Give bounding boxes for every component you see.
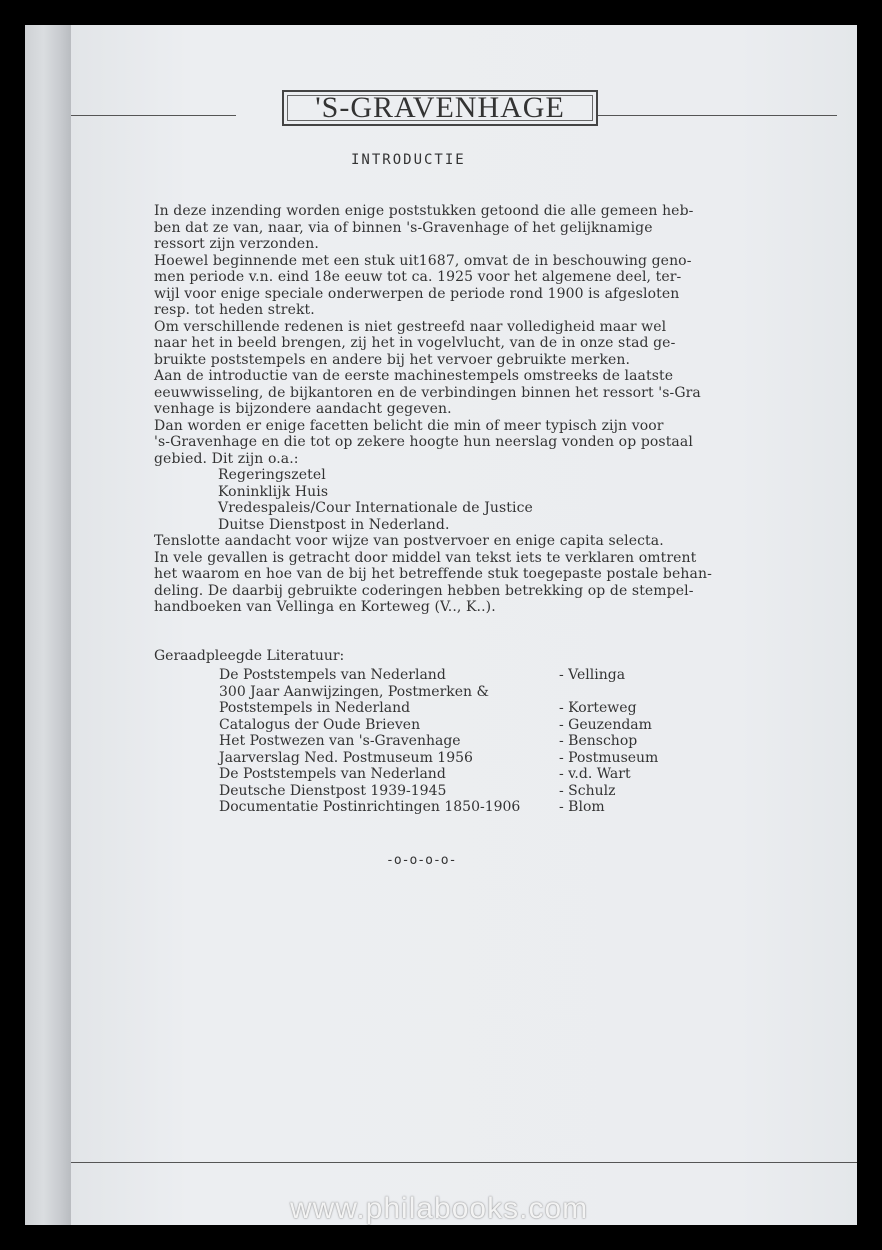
body-line: Dan worden er enige facetten belicht die min of meer typisch zijn voor bbox=[154, 417, 664, 434]
closing-line: Tenslotte aandacht voor wijze van postvervoer en enige capita selecta. bbox=[154, 533, 664, 549]
literature-title: Geraadpleegde Literatuur: bbox=[154, 648, 345, 664]
literature-item-title: De Poststempels van Nederland bbox=[219, 667, 446, 683]
literature-item-title: Documentatie Postinrichtingen 1850-1906 bbox=[219, 799, 521, 815]
body-line: ben dat ze van, naar, via of binnen 's-Gravenhage of het gelijknamige bbox=[154, 219, 653, 236]
topic-item: Vredespaleis/Cour Internationale de Justice bbox=[218, 500, 533, 516]
body-line: men periode v.n. eind 18e eeuw tot ca. 1925 voor het algemene deel, ter- bbox=[154, 269, 682, 285]
literature-item-title: Deutsche Dienstpost 1939-1945 bbox=[219, 782, 447, 799]
section-title: INTRODUCTIE bbox=[351, 152, 466, 168]
body-line: bruikte poststempels en andere bij het vervoer gebruikte merken. bbox=[154, 351, 631, 368]
header-rule-left bbox=[71, 115, 236, 116]
closing-line: handboeken van Vellinga en Korteweg (V.., K..). bbox=[154, 599, 496, 615]
literature-list bbox=[219, 667, 739, 816]
literature-item-title: Catalogus der Oude Brieven bbox=[219, 716, 421, 733]
photo-frame bbox=[25, 25, 857, 1225]
literature-item bbox=[219, 783, 739, 800]
literature-item-author: - Schulz bbox=[559, 782, 616, 799]
body-line: resp. tot heden strekt. bbox=[154, 302, 315, 318]
closing-line: In vele gevallen is getracht door middel van tekst iets te verklaren omtrent bbox=[154, 549, 697, 566]
closing-line: deling. De daarbij gebruikte coderingen hebben betrekking op de stempel- bbox=[154, 582, 694, 599]
literature-item bbox=[219, 700, 739, 717]
literature-item bbox=[219, 733, 739, 750]
header-title: 'S-GRAVENHAGE bbox=[315, 91, 565, 124]
literature-item bbox=[219, 684, 739, 701]
body-line: eeuwwisseling, de bijkantoren en de verbindingen binnen het ressort 's-Gra bbox=[154, 384, 701, 401]
literature-item bbox=[219, 750, 739, 767]
literature-item-author: - Geuzendam bbox=[559, 716, 652, 733]
header-rule-right bbox=[598, 115, 837, 116]
topic-item: Koninklijk Huis bbox=[218, 483, 329, 500]
topic-item: Duitse Dienstpost in Nederland. bbox=[218, 516, 450, 533]
body-line: Hoewel beginnende met een stuk uit1687, omvat de in beschouwing geno- bbox=[154, 252, 692, 269]
literature-item-title: De Poststempels van Nederland bbox=[219, 766, 446, 782]
literature-item-author: - Blom bbox=[559, 799, 605, 815]
literature-item-title: Poststempels in Nederland bbox=[219, 700, 411, 716]
literature-item bbox=[219, 766, 739, 783]
body-line: venhage is bijzondere aandacht gegeven. bbox=[154, 401, 452, 417]
literature-item-title: Het Postwezen van 's-Gravenhage bbox=[219, 733, 461, 749]
body-line: Om verschillende redenen is niet gestreefd naar volledigheid maar wel bbox=[154, 318, 667, 335]
body-line: 's-Gravenhage en die tot op zekere hoogte hun neerslag vonden op postaal bbox=[154, 434, 693, 450]
closing-line: het waarom en hoe van de bij het betreffende stuk toegepaste postale behan- bbox=[154, 566, 712, 582]
section-separator: -o-o-o-o- bbox=[386, 853, 457, 868]
topic-item: Regeringszetel bbox=[218, 467, 326, 483]
literature-item bbox=[219, 799, 739, 816]
body-line: ressort zijn verzonden. bbox=[154, 236, 319, 252]
document-page bbox=[71, 25, 857, 1225]
header-box bbox=[282, 90, 598, 126]
literature-item-author: - Postmuseum bbox=[559, 749, 659, 766]
book-spine bbox=[25, 25, 71, 1225]
literature-item-title: Jaarverslag Ned. Postmuseum 1956 bbox=[219, 749, 473, 766]
literature-item-author: - Vellinga bbox=[559, 667, 626, 683]
literature-item-author: - v.d. Wart bbox=[559, 766, 631, 782]
literature-item-author: - Korteweg bbox=[559, 700, 637, 716]
footer-rule bbox=[71, 1162, 857, 1163]
literature-item-author: - Benschop bbox=[559, 733, 638, 749]
literature-item bbox=[219, 667, 739, 684]
body-line: In deze inzending worden enige poststukken getoond die alle gemeen heb- bbox=[154, 203, 694, 219]
body-line: naar het in beeld brengen, zij het in vogelvlucht, van de in onze stad ge- bbox=[154, 335, 676, 351]
body-line: gebied. Dit zijn o.a.: bbox=[154, 450, 299, 467]
body-line: Aan de introductie van de eerste machinestempels omstreeks de laatste bbox=[154, 368, 674, 384]
intro-text bbox=[154, 203, 754, 616]
watermark: www.philabooks.com bbox=[290, 1192, 589, 1225]
literature-item bbox=[219, 717, 739, 734]
literature-item-title: 300 Jaar Aanwijzingen, Postmerken & bbox=[219, 683, 489, 700]
body-line: wijl voor enige speciale onderwerpen de periode rond 1900 is afgesloten bbox=[154, 285, 680, 302]
